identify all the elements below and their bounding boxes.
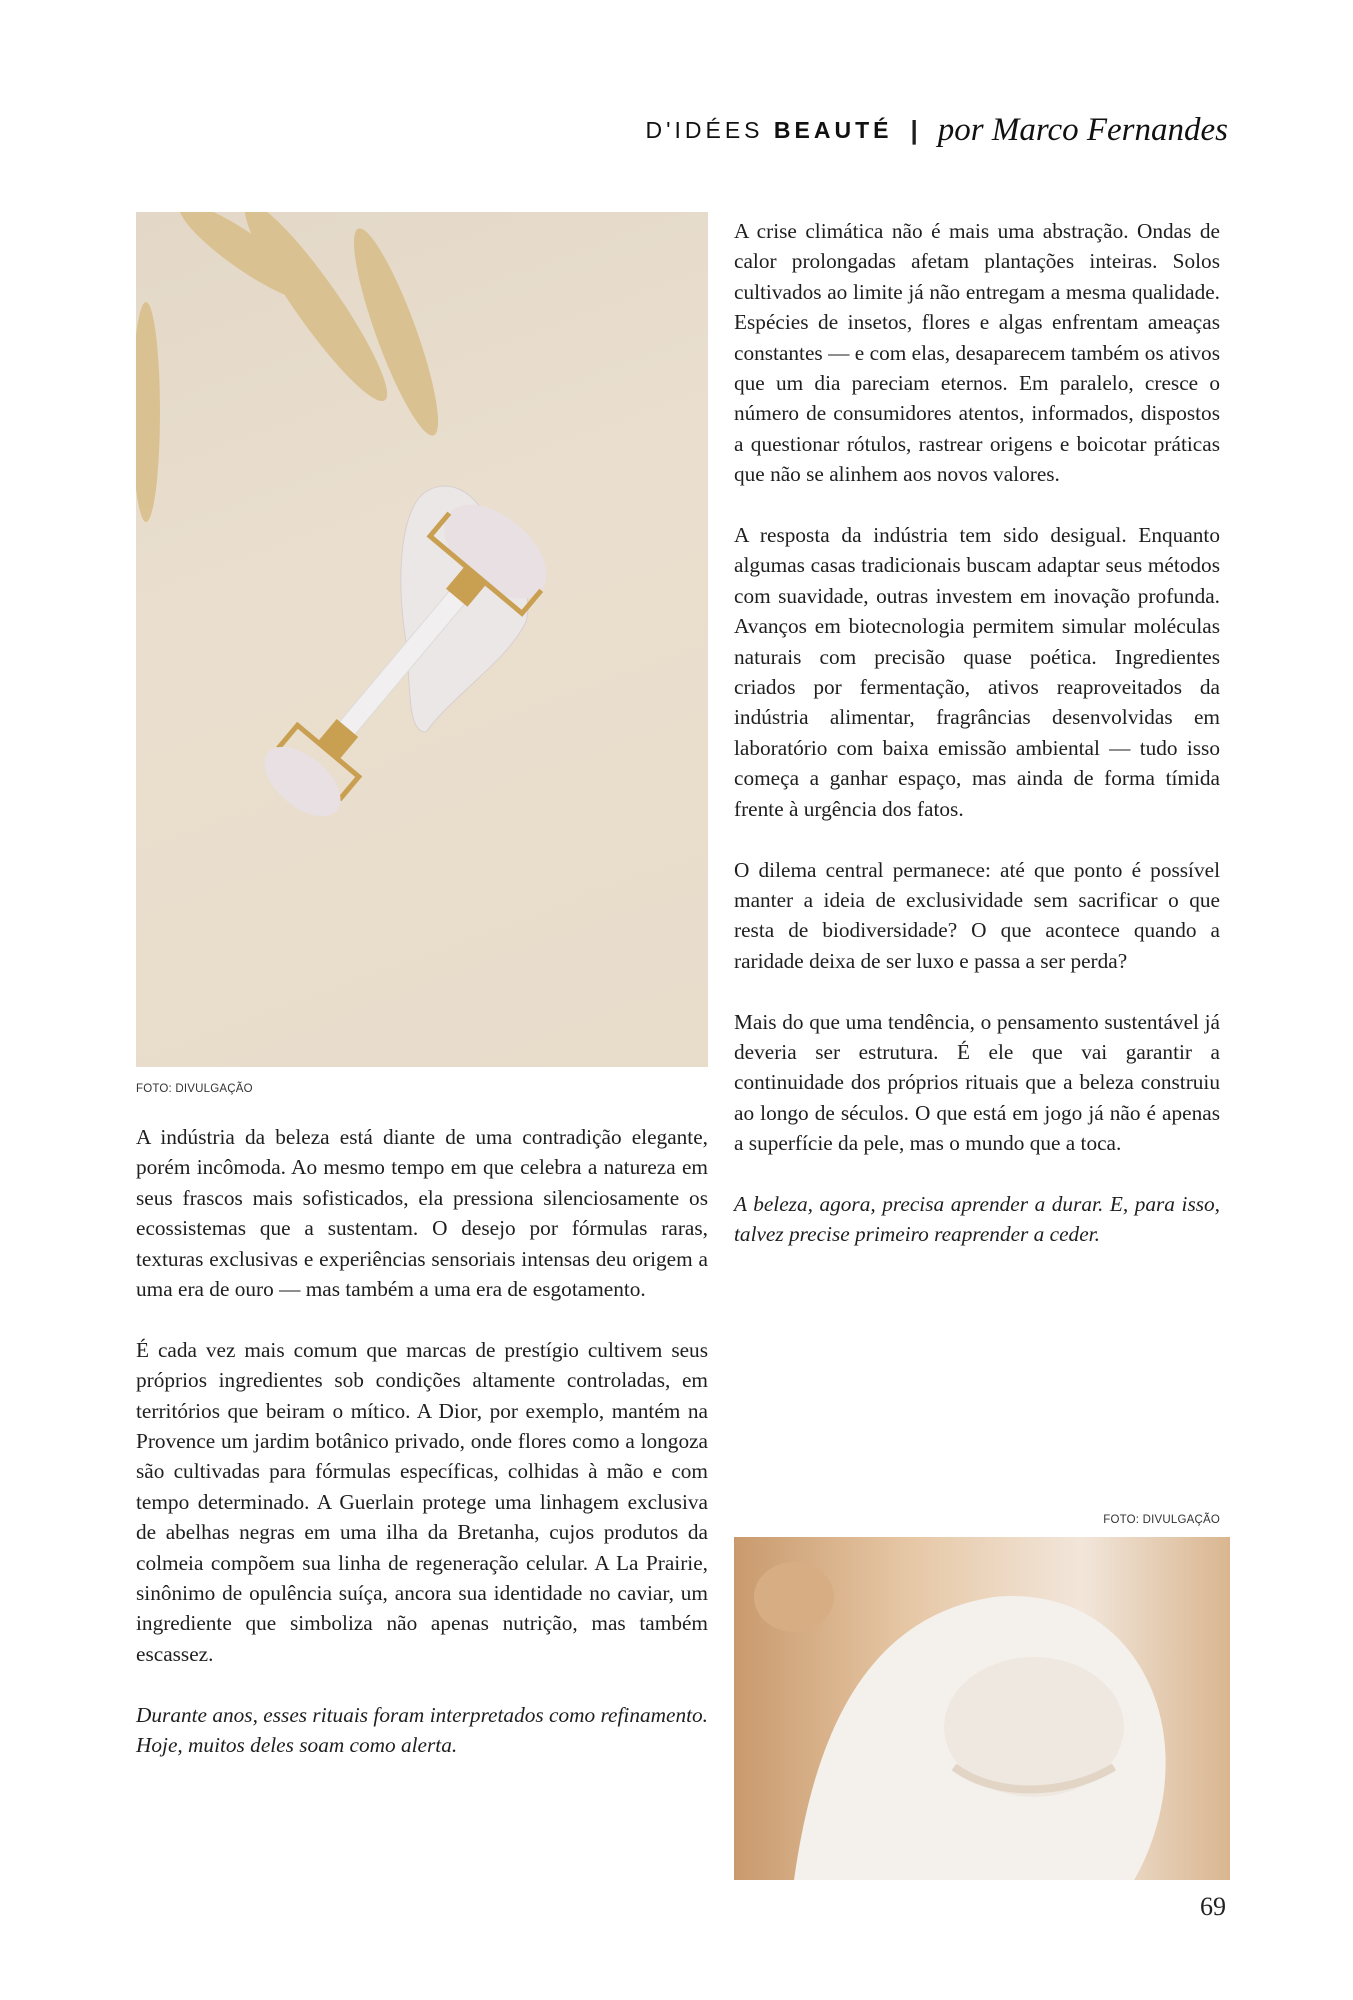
- header-separator: |: [910, 115, 918, 145]
- brand-bold: BEAUTÉ: [773, 117, 893, 143]
- photo-facial-mask: [734, 1537, 1230, 1880]
- jade-roller-illustration: [136, 212, 708, 1067]
- facial-mask-illustration: [734, 1537, 1230, 1880]
- page-header: [646, 112, 1229, 149]
- paragraph: É cada vez mais comum que marcas de prestígio cultivem seus próprios ingredientes sob condições altamente controladas, em territórios que beiram o mítico. A Dior, por exemplo, mantém na Provence um jardim botânico privado, onde flores como a longoza são cultivadas para fórmulas específicas, colhidas à mão e com tempo determinado. A Guerlain protege uma linhagem exclusiva de abelhas negras em uma ilha da Bretanha, cujos produtos da colmeia compõem sua linha de regeneração celular. A La Prairie, sinônimo de opulência suíça, ancora sua identidade no caviar, um ingrediente que simboliza não apenas nutrição, mas também escassez.: [136, 1337, 708, 1666]
- photo-jade-roller-gua-sha: [136, 212, 708, 1067]
- section-brand: [646, 117, 893, 144]
- brand-light: D'IDÉES: [645, 117, 764, 143]
- paragraph: A indústria da beleza está diante de uma contradição elegante, porém incômoda. Ao mesmo tempo em que celebra a natureza em seus frascos mais sofisticados, ela pressiona silenciosamente os ecossistemas que a sustentam. O desejo por fórmulas raras, texturas exclusivas e experiências sensoriais intensas deu origem a uma era de ouro — mas também a uma era de esgotamento.: [136, 1125, 708, 1302]
- paragraph: O dilema central permanece: até que ponto é possível manter a ideia de exclusividade sem sacrificar o que resta de biodiversidade? O que acontece quando a raridade deixa de ser luxo e passa a ser perda?: [734, 857, 1220, 973]
- author-byline: por Marco Fernandes: [937, 112, 1228, 148]
- italic-paragraph: Durante anos, esses rituais foram interpretados como refinamento. Hoje, muitos deles soam como alerta.: [136, 1702, 708, 1758]
- italic-paragraph: A beleza, agora, precisa aprender a durar. E, para isso, talvez precise primeiro reaprender a ceder.: [734, 1191, 1220, 1247]
- photo-caption: FOTO: DIVULGAÇÃO: [1103, 1514, 1220, 1526]
- left-column-text: [136, 1122, 708, 1791]
- paragraph: A resposta da indústria tem sido desigual. Enquanto algumas casas tradicionais buscam adaptar seus métodos com suavidade, outras investem em inovação profunda. Avanços em biotecnologia permitem simular moléculas naturais com precisão quase poética. Ingredientes criados por fermentação, ativos reaproveitados da indústria alimentar, fragrâncias desenvolvidas em laboratório com baixa emissão ambiental — tudo isso começa a ganhar espaço, mas ainda de forma tímida frente à urgência dos fatos.: [734, 523, 1220, 821]
- paragraph: A crise climática não é mais uma abstração. Ondas de calor prolongadas afetam plantações inteiras. Solos cultivados ao limite já não entregam a mesma qualidade. Espécies de insetos, flores e algas enfrentam ameaças constantes — e com elas, desaparecem também os ativos que um dia pareciam eternos. Em paralelo, cresce o número de consumidores atentos, informados, dispostos a questionar rótulos, rastrear origens e boicotar práticas que não se alinhem aos novos valores.: [734, 219, 1220, 487]
- photo-caption: FOTO: DIVULGAÇÃO: [136, 1083, 253, 1095]
- right-column-text: [734, 216, 1220, 1280]
- page-number: 69: [1200, 1892, 1226, 1921]
- paragraph: Mais do que uma tendência, o pensamento sustentável já deveria ser estrutura. É ele que vai garantir a continuidade dos próprios rituais que a beleza construiu ao longo de séculos. O que está em jogo já não é apenas a superfície da pele, mas o mundo que a toca.: [734, 1009, 1220, 1156]
